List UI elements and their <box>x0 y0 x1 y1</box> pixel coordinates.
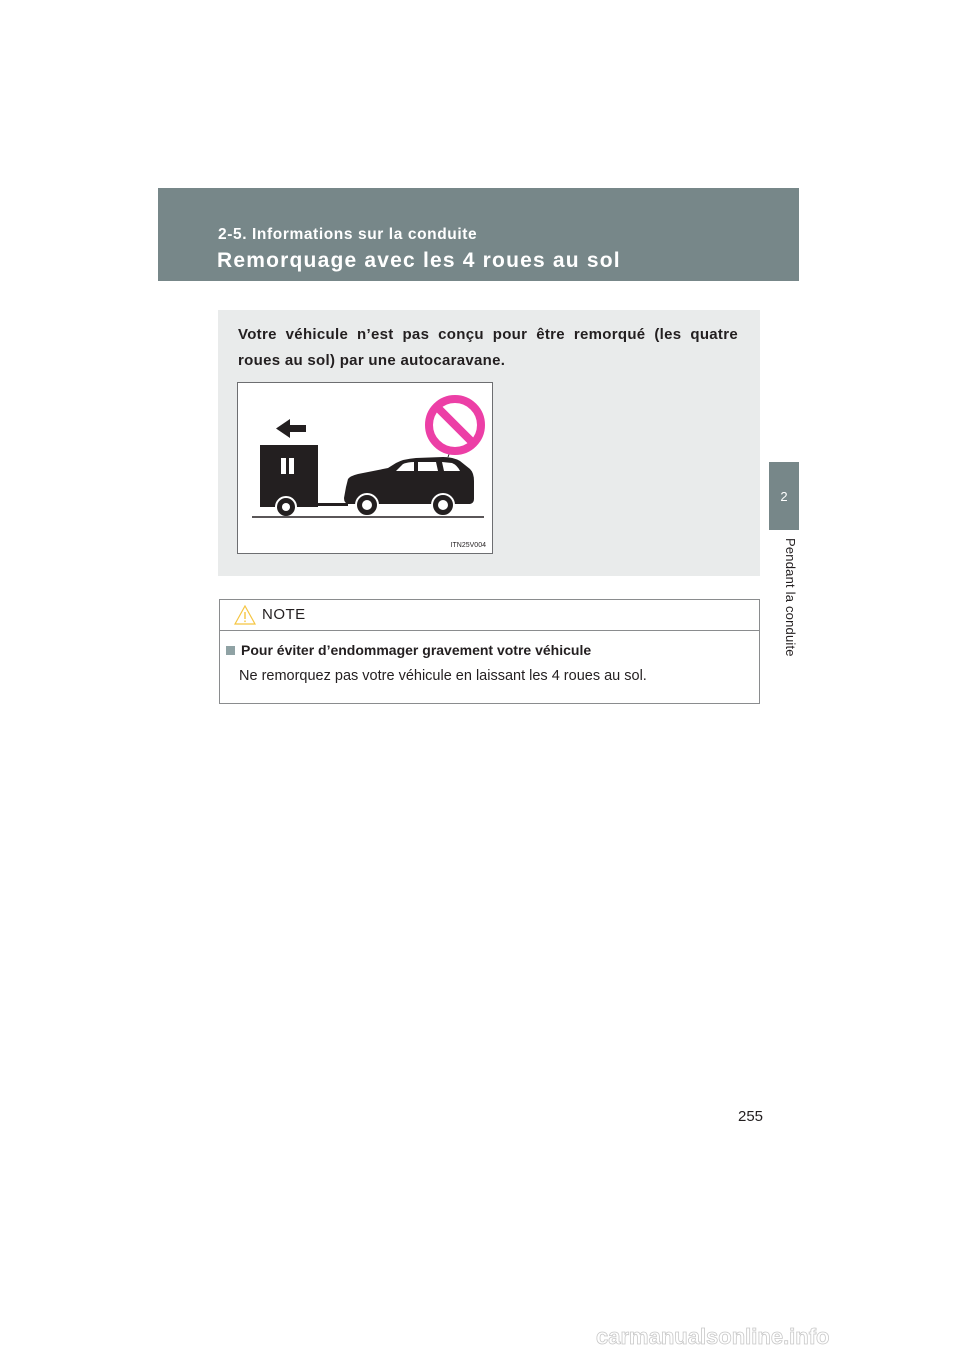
section-title: 2-5. Informations sur la conduite <box>218 226 478 243</box>
note-header <box>220 600 759 631</box>
chapter-number: 2 <box>780 489 788 504</box>
note-text: Ne remorquez pas votre véhicule en laissant les 4 roues au sol. <box>239 668 647 684</box>
towing-drawing <box>238 383 494 555</box>
warning-icon <box>234 605 256 625</box>
prohibited-icon <box>429 399 481 451</box>
note-label: NOTE <box>262 606 306 623</box>
bullet-square-icon <box>226 646 235 655</box>
intro-box <box>218 310 760 576</box>
page-number: 255 <box>738 1108 764 1125</box>
chapter-label: Pendant la conduite <box>783 538 798 657</box>
caravan-icon <box>260 445 348 517</box>
direction-arrow-icon <box>276 419 306 438</box>
page-title: Remorquage avec les 4 roues au sol <box>217 249 621 272</box>
note-heading <box>226 642 591 658</box>
svg-text:carmanualsonline.info: carmanualsonline.info <box>596 1324 830 1349</box>
note-box <box>219 599 760 704</box>
note-heading-text: Pour éviter d’endommager gravement votre véhicule <box>241 642 592 658</box>
figure-code: ITN25V004 <box>450 542 486 549</box>
watermark-logo <box>596 1322 896 1352</box>
towing-illustration <box>237 382 493 554</box>
car-icon <box>344 449 474 516</box>
section-header <box>158 188 799 281</box>
chapter-tab <box>769 462 799 530</box>
intro-text: Votre véhicule n’est pas conçu pour être remorqué (les quatre roues au sol) par une autocaravane. <box>238 326 738 369</box>
